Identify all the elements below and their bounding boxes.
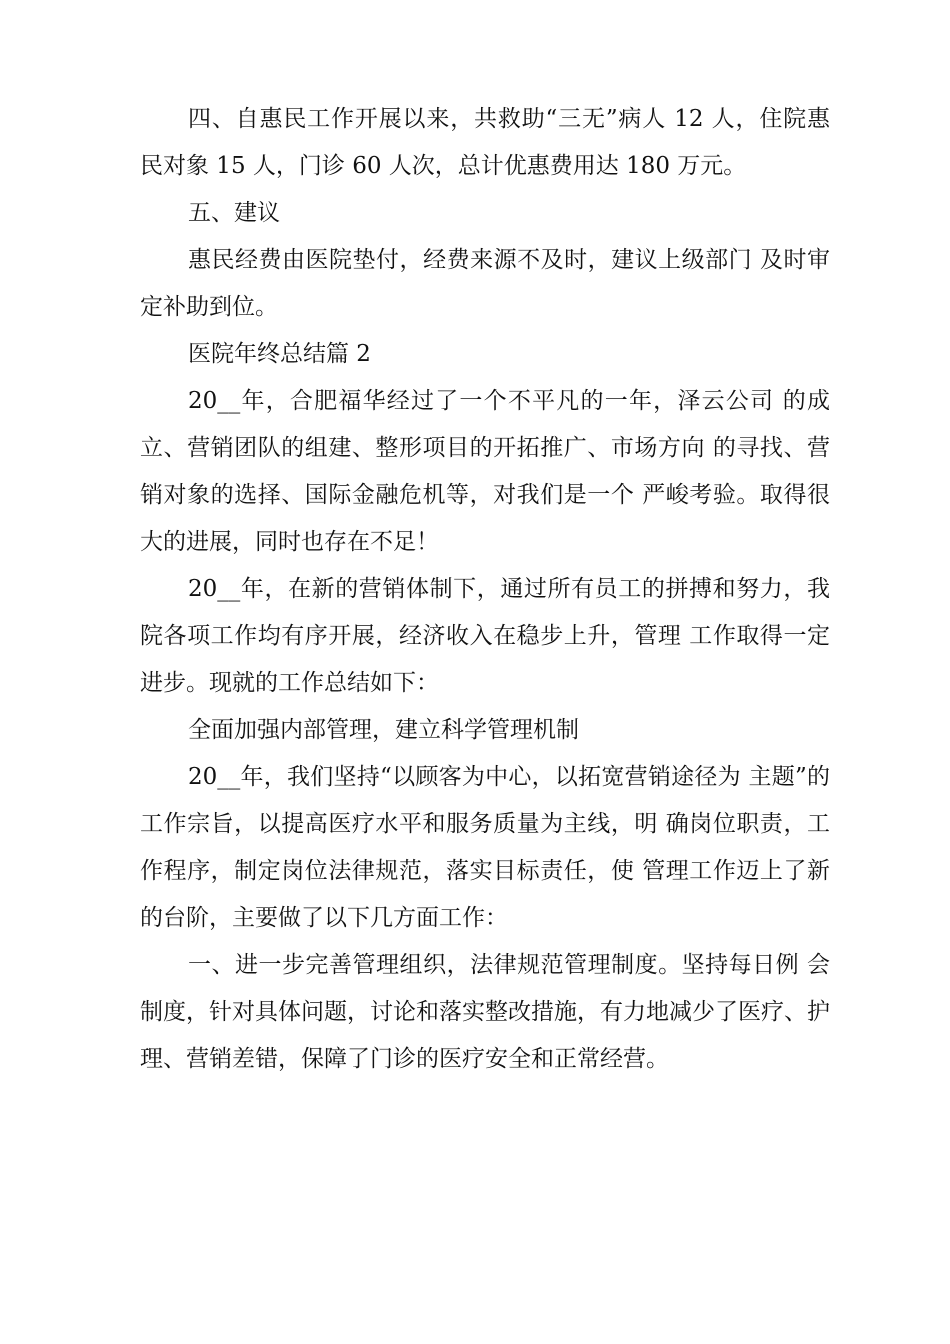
paragraph-management-heading: 全面加强内部管理，建立科学管理机制 — [188, 717, 579, 743]
paragraph-year-progress: 20__年，在新的营销体制下，通过所有员工的拼搏和努力，我院各项工作均有序开展，经济收入在稳步上升，管理 工作取得一定进步。现就的工作总结如下： — [140, 576, 830, 696]
section-title: 医院年终总结篇 2 — [188, 341, 371, 367]
paragraph-suggestion: 惠民经费由医院垫付，经费来源不及时，建议上级部门 及时审定补助到位。 — [140, 247, 830, 320]
document-body — [140, 96, 830, 1083]
paragraph-management-detail: 20__年，我们坚持“以顾客为中心，以拓宽营销途径为 主题”的工作宗旨，以提高医疗水平和服务质量为主线，明 确岗位职责，工作程序，制定岗位法律规范，落实目标责任，使 管理工作迈上了新的台阶，主要做了以下几方面工作： — [140, 764, 830, 931]
paragraph-suggestion-heading: 五、建议 — [188, 200, 280, 226]
paragraph-item-one: 一、进一步完善管理组织，法律规范管理制度。坚持每日例 会制度，针对具体问题，讨论和落实整改措施，有力地减少了医疗、护理、营销差错，保障了门诊的医疗安全和正常经营。 — [140, 952, 830, 1072]
paragraph-hui-min-stats: 四、自惠民工作开展以来，共救助“三无”病人 12 人，住院惠民对象 15 人，门诊 60 人次，总计优惠费用达 180 万元。 — [140, 106, 830, 179]
paragraph-year-overview: 20__年，合肥福华经过了一个不平凡的一年，泽云公司 的成立、营销团队的组建、整形项目的开拓推广、市场方向 的寻找、营销对象的选择、国际金融危机等，对我们是一个 严峻考验。取得很大的进展，同时也存在不足！ — [140, 388, 830, 555]
